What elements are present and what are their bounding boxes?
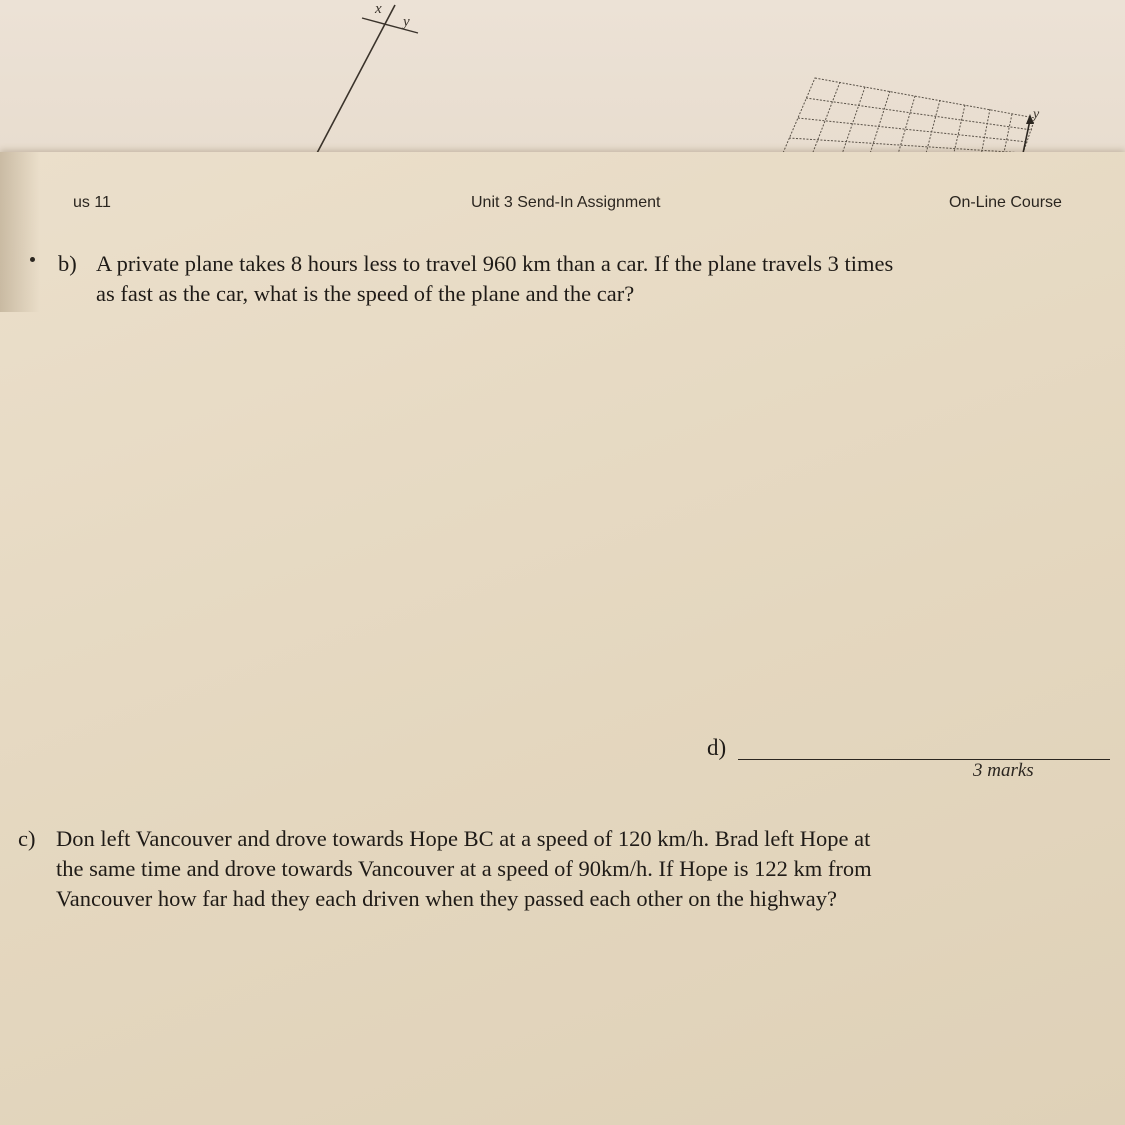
course-type: On-Line Course [949,194,1062,211]
question-c-line-1: Don left Vancouver and drove towards Hope BC at a speed of 120 km/h. Brad left Hope at [56,826,871,851]
grid-label-y: y [1033,107,1040,122]
course-code: us 11 [73,194,111,211]
question-b-letter: b) [58,251,77,276]
page-shadow [0,152,40,312]
answer-d-line[interactable] [738,759,1110,760]
graph-paper-grid [780,78,1035,162]
sketch-label-y: y [403,14,410,30]
question-c-line-2: the same time and drove towards Vancouver at a speed of 90km/h. If Hope is 122 km from [56,856,872,881]
question-b [58,249,978,309]
sketch-axis-line [316,5,395,155]
assignment-title: Unit 3 Send-In Assignment [471,194,661,211]
question-b-line-1: A private plane takes 8 hours less to travel 960 km than a car. If the plane travels 3 times [96,251,894,276]
question-c [18,824,1098,914]
sketch-label-x: x [375,1,382,17]
question-b-line-2: as fast as the car, what is the speed of the plane and the car? [96,281,635,306]
marks-label: 3 marks [973,760,1034,781]
answer-d-label: d) [707,735,727,760]
question-c-line-3: Vancouver how far had they each driven when they passed each other on the highway? [56,886,837,911]
question-c-letter: c) [18,826,36,851]
bullet-icon [30,257,35,262]
